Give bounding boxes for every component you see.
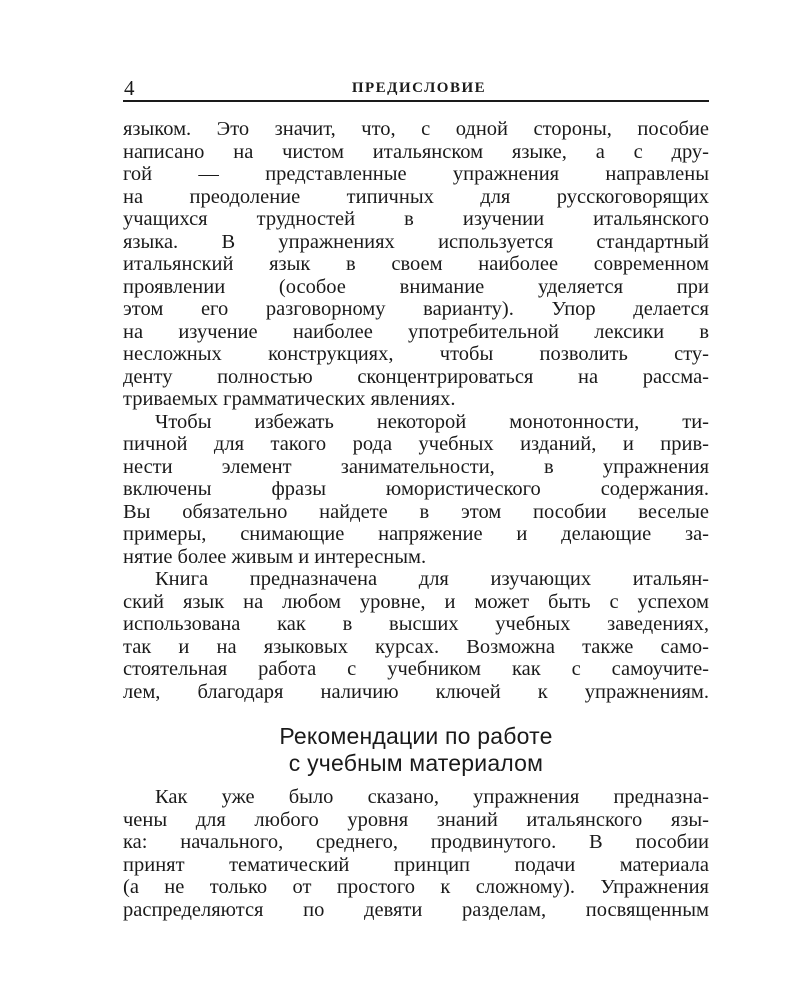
- text-line: гой — представленные упражнения направлены: [123, 163, 709, 185]
- text-line: ка: начального, среднего, продвинутого. В пособии: [123, 831, 709, 853]
- paragraph: [123, 786, 709, 921]
- running-head: [123, 72, 709, 102]
- text-line: триваемых грамматических явлениях.: [123, 388, 456, 410]
- text-line: Чтобы избежать некоторой монотонности, ти-: [155, 410, 709, 433]
- text-line: на изучение наиболее употребительной лексики в: [123, 320, 709, 343]
- text-line: пичной для такого рода учебных изданий, и прив-: [123, 433, 709, 455]
- text-line: этом его разговорному варианту). Упор делается: [123, 298, 709, 320]
- book-page: [123, 72, 709, 921]
- text-line: написано на чистом итальянском языке, а с дру-: [123, 140, 709, 163]
- body-text: [123, 118, 709, 921]
- text-line: учащихся трудностей в изучении итальянского: [123, 208, 709, 230]
- text-line: языка. В упражнениях используется стандартный: [123, 230, 709, 253]
- text-line: денту полностью сконцентрироваться на рассма-: [123, 365, 709, 388]
- text-line: проявлении (особое внимание уделяется при: [123, 275, 709, 298]
- text-line: включены фразы юмористического содержания.: [123, 478, 709, 500]
- text-line: Книга предназначена для изучающих итальян-: [155, 568, 709, 590]
- text-line: распределяются по девяти разделам, посвященным: [123, 898, 709, 921]
- text-line: лем, благодаря наличию ключей к упражнениям.: [123, 680, 709, 703]
- page-number: 4: [124, 76, 135, 100]
- text-line: стоятельная работа с учебником как с самоучите-: [123, 658, 709, 680]
- paragraph: [123, 118, 709, 411]
- text-line: нести элемент занимательности, в упражнения: [123, 455, 709, 478]
- text-line: примеры, снимающие напряжение и делающие за-: [123, 523, 709, 545]
- text-line: так и на языковых курсах. Возможна также само-: [123, 635, 709, 658]
- text-line: Вы обязательно найдете в этом пособии веселые: [123, 500, 709, 523]
- text-line: ский язык на любом уровне, и может быть с успехом: [123, 590, 709, 613]
- paragraph: [123, 411, 709, 569]
- text-line: Как уже было сказано, упражнения предназна-: [155, 786, 709, 808]
- text-line: языком. Это значит, что, с одной стороны, пособие: [123, 118, 709, 140]
- section-heading-line: Рекомендации по работе: [279, 723, 553, 749]
- text-line: нятие более живым и интересным.: [123, 545, 427, 568]
- text-line: чены для любого уровня знаний итальянского язы-: [123, 808, 709, 831]
- text-line: принят тематический принцип подачи материала: [123, 853, 709, 876]
- text-line: (а не только от простого к сложному). Упражнения: [123, 876, 709, 898]
- paragraph: [123, 568, 709, 703]
- text-line: на преодоление типичных для русскоговорящих: [123, 185, 709, 208]
- text-line: использована как в высших учебных заведениях,: [123, 613, 709, 635]
- text-line: итальянский язык в своем наиболее современном: [123, 253, 709, 275]
- section-heading: [123, 723, 709, 777]
- text-line: несложных конструкциях, чтобы позволить сту-: [123, 343, 709, 365]
- running-title: ПРЕДИСЛОВИЕ: [351, 80, 487, 96]
- section-heading-line: с учебным материалом: [288, 750, 544, 776]
